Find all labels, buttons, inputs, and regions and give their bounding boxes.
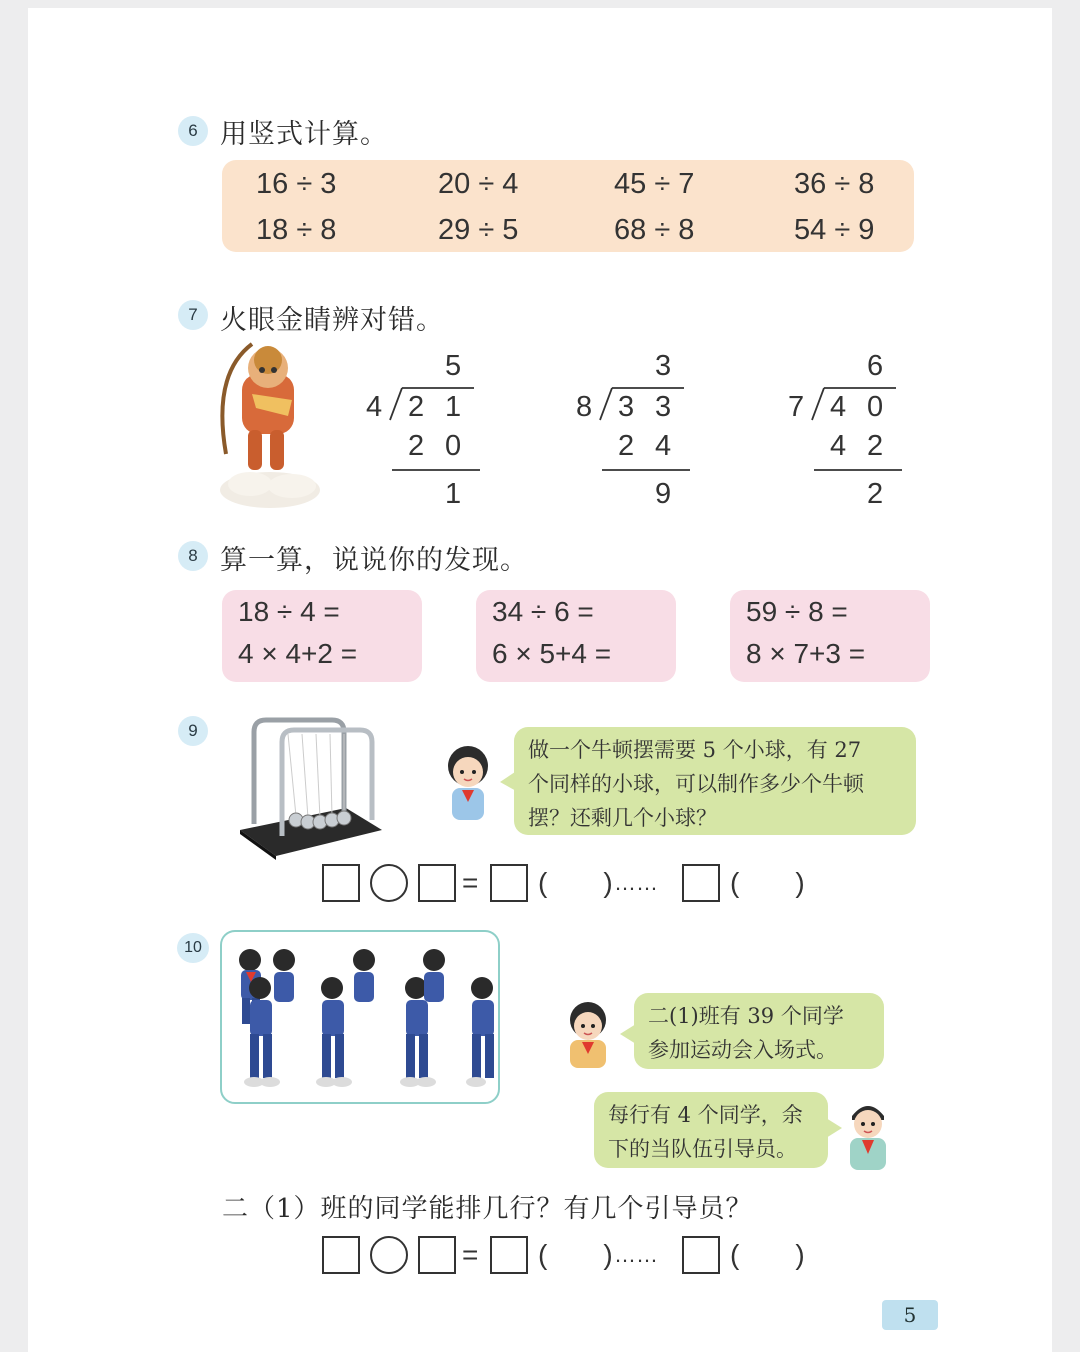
q6-item: 45 ÷ 7 [614, 168, 695, 200]
newtons-cradle-icon [236, 712, 386, 860]
q6-item: 29 ÷ 5 [438, 214, 519, 246]
remainder: 1 [445, 478, 462, 510]
monkey-king-icon [212, 334, 324, 510]
q6-item: 16 ÷ 3 [256, 168, 337, 200]
girl-icon [438, 742, 498, 824]
q8-expression: 4 × 4+2 = [238, 638, 358, 669]
remainder: 2 [867, 478, 884, 510]
q7-title: 火眼金睛辨对错。 [220, 305, 444, 336]
q10-speech-bubble-1 [634, 993, 884, 1069]
answer-box[interactable] [490, 1236, 528, 1274]
dividend-digit: 2 [408, 391, 425, 423]
answer-box[interactable] [490, 864, 528, 902]
unit-blank[interactable]: ( ) [730, 867, 805, 898]
answer-box[interactable] [418, 1236, 456, 1274]
q10-answer-row [322, 1236, 805, 1274]
question-number-6: 6 [178, 116, 208, 146]
q6-item: 18 ÷ 8 [256, 214, 337, 246]
divisor: 7 [788, 391, 805, 423]
question-number-10: 10 [177, 933, 209, 963]
marching-students-icon [220, 930, 500, 1104]
product-digit: 4 [655, 430, 672, 462]
q8-expression: 59 ÷ 8 = [746, 596, 848, 627]
unit-blank[interactable]: ( ) [538, 867, 613, 898]
q8-box-2 [476, 590, 676, 682]
dividend-digit: 3 [655, 391, 672, 423]
q10-speech-bubble-2 [594, 1092, 828, 1168]
dividend-digit: 1 [445, 391, 462, 423]
answer-box[interactable] [682, 1236, 720, 1274]
q8-box-1 [222, 590, 422, 682]
bubble-text: 下的当队伍引导员。 [608, 1137, 797, 1161]
unit-blank[interactable]: ( ) [730, 1239, 805, 1270]
dividend-digit: 3 [618, 391, 635, 423]
q6-item: 20 ÷ 4 [438, 168, 519, 200]
bubble-text: 做一个牛顿摆需要 5 个小球，有 27 [528, 738, 862, 762]
product-digit: 2 [867, 430, 884, 462]
equals-sign: = [462, 1239, 479, 1270]
page-number: 5 [882, 1300, 938, 1330]
quotient: 3 [655, 350, 672, 382]
question-number-8: 8 [178, 541, 208, 571]
unit-blank[interactable]: ( ) [538, 1239, 613, 1270]
q9-answer-row [322, 864, 805, 902]
bubble-text: 摆？还剩几个小球？ [528, 806, 717, 830]
dividend-digit: 0 [867, 391, 884, 423]
q6-item: 54 ÷ 9 [794, 214, 875, 246]
question-number-7: 7 [178, 300, 208, 330]
remainder-ellipsis: …… [614, 870, 658, 895]
remainder-ellipsis: …… [614, 1242, 658, 1267]
dividend-digit: 4 [830, 391, 847, 423]
q8-title: 算一算，说说你的发现。 [220, 545, 528, 576]
q9-speech-bubble [514, 727, 916, 835]
q10-question: 二（1）班的同学能排几行？有几个引导员？ [222, 1194, 753, 1224]
product-digit: 2 [618, 430, 635, 462]
answer-box[interactable] [322, 864, 360, 902]
q8-expression: 8 × 7+3 = [746, 638, 866, 669]
q6-item: 68 ÷ 8 [614, 214, 695, 246]
bubble-tail [500, 770, 518, 792]
answer-box[interactable] [418, 864, 456, 902]
product-digit: 4 [830, 430, 847, 462]
quotient: 6 [867, 350, 884, 382]
product-digit: 0 [445, 430, 462, 462]
q8-expression: 6 × 5+4 = [492, 638, 612, 669]
operator-circle[interactable] [370, 1236, 408, 1274]
product-digit: 2 [408, 430, 425, 462]
bubble-tail [620, 1024, 636, 1044]
bubble-text: 个同样的小球，可以制作多少个牛顿 [528, 772, 864, 796]
quotient: 5 [445, 350, 462, 382]
divisor: 8 [576, 391, 593, 423]
division-bracket [806, 384, 906, 474]
question-number-9: 9 [178, 716, 208, 746]
bubble-text: 参加运动会入场式。 [648, 1038, 837, 1062]
division-bracket [594, 384, 694, 474]
q8-expression: 34 ÷ 6 = [492, 596, 594, 627]
q8-box-3 [730, 590, 930, 682]
q6-item: 36 ÷ 8 [794, 168, 875, 200]
bubble-text: 二(1)班有 39 个同学 [648, 1004, 844, 1028]
bubble-text: 每行有 4 个同学，余 [608, 1103, 803, 1127]
answer-box[interactable] [322, 1236, 360, 1274]
girl-speaker-icon [558, 998, 622, 1070]
boy-speaker-icon [836, 1096, 900, 1172]
q8-expression: 18 ÷ 4 = [238, 596, 340, 627]
operator-circle[interactable] [370, 864, 408, 902]
equals-sign: = [462, 867, 479, 898]
remainder: 9 [655, 478, 672, 510]
q6-calc-box [222, 160, 914, 252]
divisor: 4 [366, 391, 383, 423]
answer-box[interactable] [682, 864, 720, 902]
division-bracket [384, 384, 484, 474]
q6-title: 用竖式计算。 [220, 119, 388, 150]
